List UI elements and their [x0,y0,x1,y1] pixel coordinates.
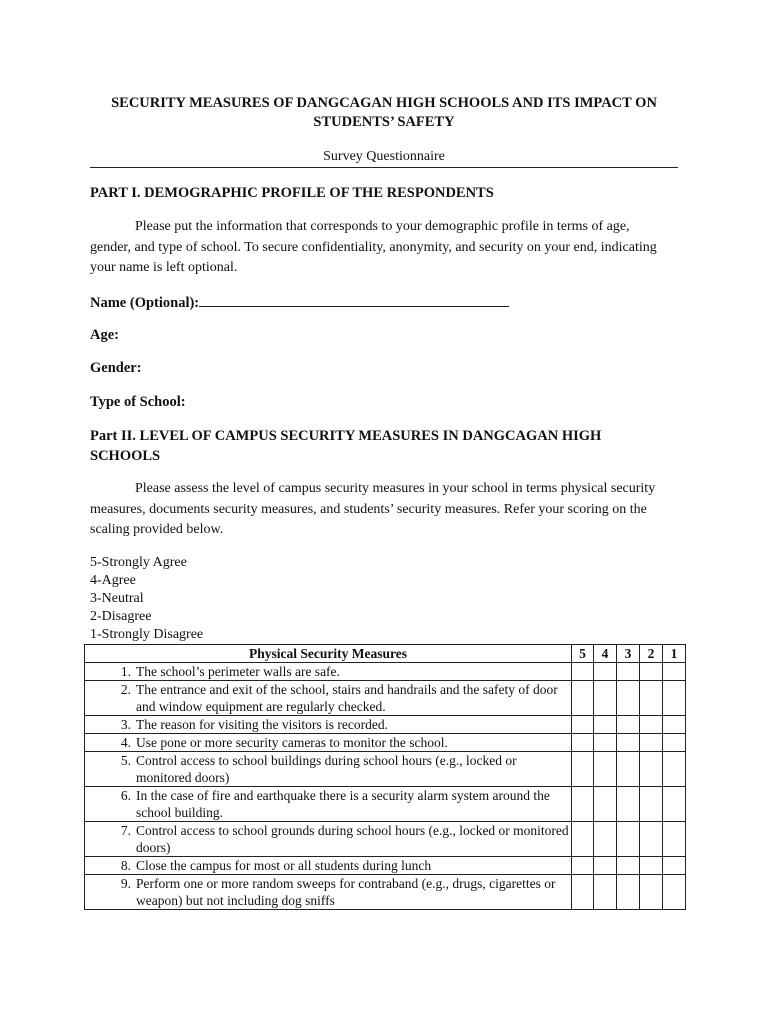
name-label: Name (Optional): [90,295,200,311]
question-number: 1. [120,664,131,679]
table-row [85,787,686,822]
rating-box-5[interactable] [572,734,594,752]
table-row [85,734,686,752]
rating-box-1[interactable] [663,663,686,681]
rating-box-5[interactable] [572,681,594,716]
question-number: 8. [120,858,131,873]
question-text: Control access to school buildings during school hours (e.g., locked or monitored doors) [136,753,517,785]
rating-box-5[interactable] [572,822,594,857]
question-number: 6. [120,788,131,803]
rating-box-3[interactable] [617,787,640,822]
rating-box-5[interactable] [572,857,594,875]
question-text: Use pone or more security cameras to monitor the school. [136,735,448,750]
scale-item-3: 3-Neutral [90,591,144,606]
rating-box-4[interactable] [594,734,617,752]
rating-box-4[interactable] [594,787,617,822]
rating-scale [90,554,203,644]
rating-box-2[interactable] [640,663,663,681]
title-divider [90,167,678,168]
question-text: The reason for visiting the visitors is recorded. [136,717,388,732]
rating-box-2[interactable] [640,875,663,910]
table-row [85,875,686,910]
gender-label: Gender: [90,360,142,376]
rating-box-2[interactable] [640,787,663,822]
rating-box-5[interactable] [572,875,594,910]
table-row [85,752,686,787]
rating-box-3[interactable] [617,716,640,734]
question-cell [85,752,572,787]
question-cell [85,716,572,734]
rating-box-4[interactable] [594,752,617,787]
rating-box-2[interactable] [640,734,663,752]
rating-box-1[interactable] [663,734,686,752]
table-row [85,822,686,857]
rating-box-2[interactable] [640,857,663,875]
question-text: The school’s perimeter walls are safe. [136,664,340,679]
document-title [90,94,678,132]
part2-instructions: Please assess the level of campus security measures in your school in terms physical security measures, documents security measures, and students’ security measures. Refer your scoring on the scaling provided below. [90,481,656,537]
rating-header-2: 2 [640,645,663,663]
question-number: 3. [120,717,131,732]
rating-box-4[interactable] [594,681,617,716]
rating-box-4[interactable] [594,716,617,734]
rating-box-1[interactable] [663,857,686,875]
rating-box-3[interactable] [617,822,640,857]
question-text: Close the campus for most or all students during lunch [136,858,432,873]
rating-box-5[interactable] [572,716,594,734]
question-cell [85,663,572,681]
physical-security-table [84,644,686,910]
rating-box-3[interactable] [617,752,640,787]
rating-box-1[interactable] [663,716,686,734]
question-cell [85,787,572,822]
question-number: 9. [120,876,131,891]
part1-heading: PART I. DEMOGRAPHIC PROFILE OF THE RESPONDENTS [90,185,494,201]
table-header-row [85,645,686,663]
question-text: Perform one or more random sweeps for contraband (e.g., drugs, cigarettes or weapon) but not including dog sniffs [136,876,556,908]
table-row [85,681,686,716]
rating-box-3[interactable] [617,663,640,681]
rating-header-4: 4 [594,645,617,663]
rating-box-3[interactable] [617,857,640,875]
rating-box-4[interactable] [594,822,617,857]
table-header-title: Physical Security Measures [85,645,572,663]
part2-heading-line-1: Part II. LEVEL OF CAMPUS SECURITY MEASURES IN DANGCAGAN HIGH [90,428,602,444]
table-row [85,857,686,875]
question-number: 4. [120,735,131,750]
rating-box-2[interactable] [640,822,663,857]
rating-box-1[interactable] [663,875,686,910]
question-cell [85,734,572,752]
scale-item-1: 1-Strongly Disagree [90,627,204,642]
rating-box-2[interactable] [640,681,663,716]
title-line-2: STUDENTS’ SAFETY [313,114,455,130]
rating-box-3[interactable] [617,875,640,910]
rating-box-2[interactable] [640,752,663,787]
scale-item-2: 2-Disagree [90,609,152,624]
part2-heading-line-2: SCHOOLS [90,448,161,464]
rating-box-3[interactable] [617,734,640,752]
rating-box-1[interactable] [663,752,686,787]
question-number: 5. [120,753,131,768]
table-row [85,716,686,734]
scale-item-4: 4-Agree [90,573,136,588]
question-text: The entrance and exit of the school, stairs and handrails and the safety of door and window equipment are regularly checked. [136,682,558,714]
rating-header-3: 3 [617,645,640,663]
rating-box-2[interactable] [640,716,663,734]
scale-item-5: 5-Strongly Agree [90,555,187,570]
question-cell [85,875,572,910]
question-text: Control access to school grounds during school hours (e.g., locked or monitored doors) [136,823,569,855]
rating-box-5[interactable] [572,663,594,681]
question-cell [85,857,572,875]
rating-header-1: 1 [663,645,686,663]
school-type-label: Type of School: [90,394,186,410]
rating-box-5[interactable] [572,787,594,822]
name-field [90,293,509,312]
question-text: In the case of fire and earthquake there is a security alarm system around the school building. [136,788,550,820]
title-line-1: SECURITY MEASURES OF DANGCAGAN HIGH SCHOOLS AND ITS IMPACT ON [111,95,657,111]
name-blank-line[interactable] [199,293,509,307]
rating-box-5[interactable] [572,752,594,787]
rating-box-4[interactable] [594,857,617,875]
question-cell [85,681,572,716]
age-label: Age: [90,327,119,343]
rating-header-5: 5 [572,645,594,663]
rating-box-4[interactable] [594,663,617,681]
rating-box-3[interactable] [617,681,640,716]
table-row [85,663,686,681]
question-cell [85,822,572,857]
rating-box-1[interactable] [663,822,686,857]
rating-box-1[interactable] [663,681,686,716]
question-number: 2. [120,682,131,697]
part2-heading [90,426,670,466]
question-number: 7. [120,823,131,838]
rating-box-1[interactable] [663,787,686,822]
rating-box-4[interactable] [594,875,617,910]
document-subtitle: Survey Questionnaire [323,149,445,164]
part1-instructions: Please put the information that corresponds to your demographic profile in terms of age, gender, and type of school. To secure confidentiality, anonymity, and security on your end, indicating your name is left optional. [90,219,657,275]
